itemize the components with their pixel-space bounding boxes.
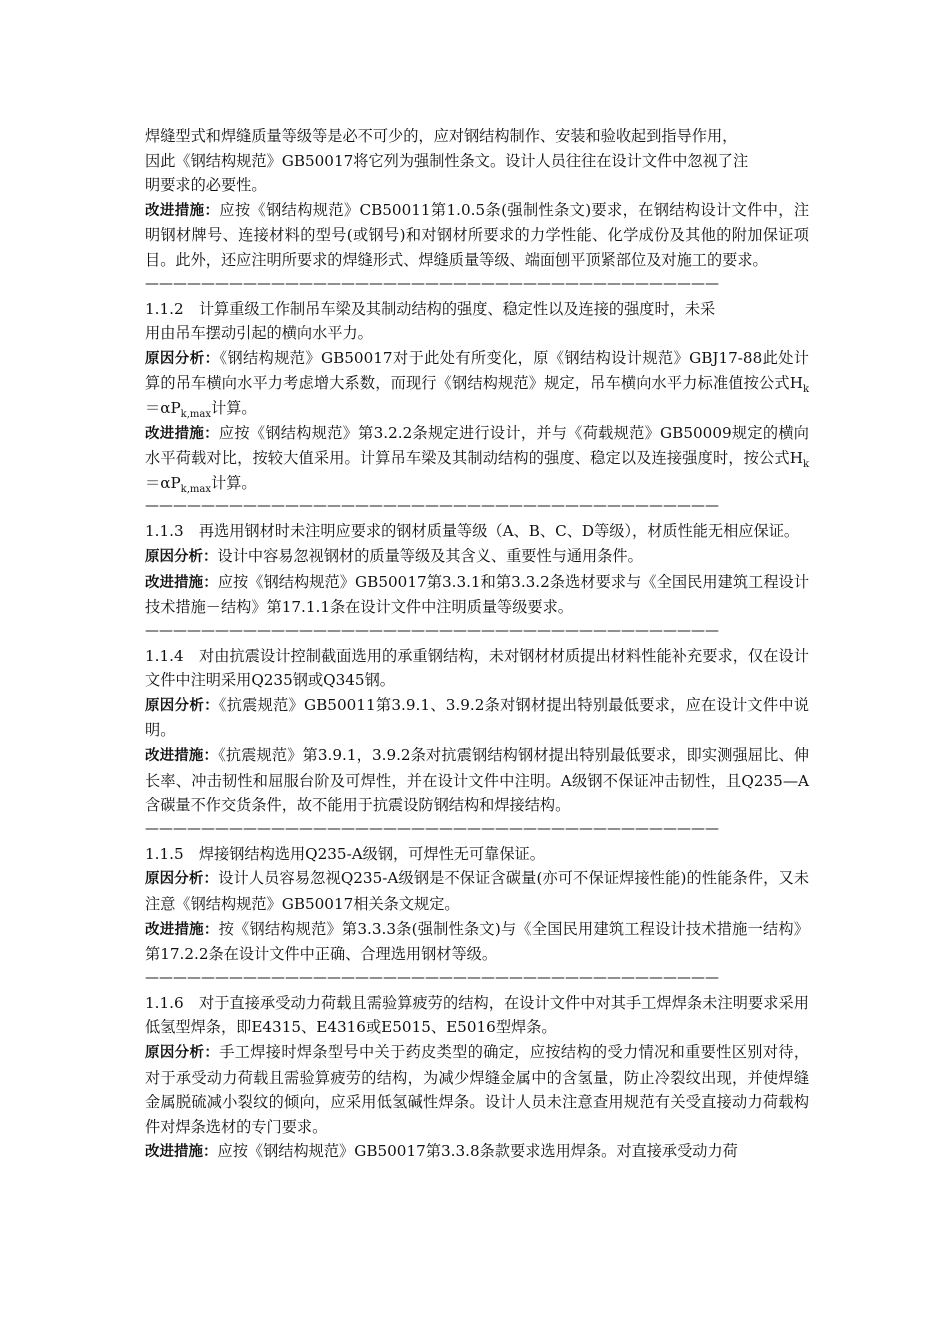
measure-label: 改进措施： xyxy=(145,1144,218,1161)
item-heading: 1.1.3 再选用钢材时未注明应要求的钢材质量等级（A、B、C、D等级），材质性能无相应保证。 xyxy=(145,522,800,541)
intro-measure-paragraph xyxy=(145,198,809,273)
section-divider: ————————————————————————————————————————— xyxy=(145,622,719,639)
measure-text: 应按《钢结构规范》GB50017第3.3.8条款要求选用焊条。对直接承受动力荷 xyxy=(217,1142,738,1161)
measure-label: 改进措施： xyxy=(145,425,219,442)
cause-label: 原因分析： xyxy=(145,871,219,888)
cause-label: 原因分析： xyxy=(145,697,219,714)
cause-label: 原因分析： xyxy=(145,350,220,367)
measure-text: 按《钢结构规范》第3.3.3条(强制性条文)与《全国民用建筑工程设计技术措施一结构》第17.2.2条在设计文件中正确、合理选用钢材等级。 xyxy=(145,919,809,964)
item-heading: 1.1.2 计算重级工作制吊车梁及其制动结构的强度、稳定性以及连接的强度时，未采 xyxy=(145,299,716,318)
measure-text-end: 计算。 xyxy=(211,473,257,492)
item-heading-cont: 用由吊车摆动引起的横向水平力。 xyxy=(145,324,373,343)
measure-paragraph xyxy=(145,917,809,967)
measure-label: 改进措施： xyxy=(145,202,220,219)
cause-text-end: 计算。 xyxy=(211,398,257,417)
cause-text: 设计中容易忽视钢材的质量等级及其含义、重要性与通用条件。 xyxy=(217,546,643,565)
measure-text: 《抗震规范》第3.9.1，3.9.2条对抗震钢结构钢材提出特别最低要求，即实测强屈比、伸长率、冲击韧性和屈服台阶及可焊性，并在设计文件中注明。A级钢不保证冲击韧性，且Q235—A含碳量不作交货条件，故不能用于抗震设防钢结构和焊接结构。 xyxy=(145,746,810,815)
cause-label: 原因分析： xyxy=(145,1045,220,1061)
section-divider: ————————————————————————————————————————— xyxy=(145,820,719,837)
measure-label: 改进措施： xyxy=(145,574,218,591)
measure-paragraph xyxy=(145,570,809,620)
cause-paragraph xyxy=(145,346,809,421)
cause-paragraph xyxy=(145,1040,809,1139)
cause-paragraph xyxy=(145,693,809,743)
item-heading: 1.1.5 焊接钢结构选用Q235-A级钢，可焊性无可靠保证。 xyxy=(145,844,545,863)
cause-text: 《抗震规范》GB50011第3.9.1、3.9.2条对钢材提出特别最低要求，应在设计文件中说明。 xyxy=(145,695,810,740)
section-divider: ————————————————————————————————————————— xyxy=(145,969,719,986)
formula-subscript: k xyxy=(802,459,809,471)
cause-text: 《钢结构规范》GB50017对于此处有所变化，原《钢结构设计规范》GBJ17-88此处计算的吊车横向水平力考虑增大系数，而现行《钢结构规范》规定，吊车横向水平力标准值按公式H xyxy=(145,348,809,393)
intro-line: 焊缝型式和焊缝质量等级等是必不可少的，应对钢结构制作、安装和验收起到指导作用， xyxy=(145,127,738,145)
item-heading: 1.1.6 对于直接承受动力荷载且需验算疲劳的结构，在设计文件中对其手工焊焊条未注明要求采用低氢型焊条，即E4315、E4316或E5015、E5016型焊条。 xyxy=(145,993,809,1037)
cause-paragraph xyxy=(145,544,809,570)
measure-label: 改进措施： xyxy=(145,748,219,765)
measure-text: 应按《钢结构规范》GB50017第3.3.1和第3.3.2条选材要求与《全国民用建筑工程设计技术措施－结构》第17.1.1条在设计文件中注明质量等级要求。 xyxy=(145,572,810,617)
measure-text: 应按《钢结构规范》CB50011第1.0.5条(强制性条文)要求，在钢结构设计文件中，注明钢材牌号、连接材料的型号(或钢号)和对钢材所要求的力学性能、化学成份及其他的附加保证项目。此外，还应注明所要求的焊缝形式、焊缝质量等级、端面刨平顶紧部位及对施工的要求。 xyxy=(145,200,810,269)
cause-label: 原因分析： xyxy=(145,548,218,565)
cause-paragraph xyxy=(145,866,809,916)
cause-text: 手工焊接时焊条型号中关于药皮类型的确定，应按结构的受力情况和重要性区别对待，对于承受动力荷载且需验算疲劳的结构，为减少焊缝金属中的含氢量，防止冷裂纹出现，并使焊缝金属脱硫减小裂纹的倾向，应采用低氢碱性焊条。设计人员未注意查用规范有关受直接动力荷载构件对焊条选材的专门要求。 xyxy=(145,1043,810,1136)
intro-line: 明要求的必要性。 xyxy=(145,176,267,195)
formula-subscript: k xyxy=(802,384,809,396)
cause-text: 设计人员容易忽视Q235-A级钢是不保证含碳量(亦可不保证焊接性能)的性能条件，又未注意《钢结构规范》GB50017相关条文规定。 xyxy=(145,869,810,914)
section-divider: ————————————————————————————————————————— xyxy=(145,275,719,292)
formula-text: ＝αP xyxy=(145,398,181,417)
item-heading: 1.1.4 对由抗震设计控制截面选用的承重钢结构，未对钢材材质提出材料性能补充要求，仅在设计文件中注明采用Q235钢或Q345钢。 xyxy=(145,646,809,690)
formula-subscript: k,max xyxy=(180,408,211,420)
measure-paragraph xyxy=(145,421,809,496)
intro-line: 因此《钢结构规范》GB50017将它列为强制性条文。设计人员往往在设计文件中忽视了注 xyxy=(145,151,749,170)
document-page xyxy=(145,124,809,1165)
measure-paragraph xyxy=(145,1139,809,1165)
measure-text: 应按《钢结构规范》第3.2.2条规定进行设计，并与《荷载规范》GB50009规定的横向水平荷载对比，按较大值采用。计算吊车梁及其制动结构的强度、稳定以及连接强度时，按公式H xyxy=(145,423,809,468)
formula-subscript: k,max xyxy=(180,483,211,495)
measure-paragraph xyxy=(145,743,809,818)
formula-text: ＝αP xyxy=(145,473,181,492)
section-divider: ————————————————————————————————————————— xyxy=(145,498,719,515)
measure-label: 改进措施： xyxy=(145,921,219,938)
